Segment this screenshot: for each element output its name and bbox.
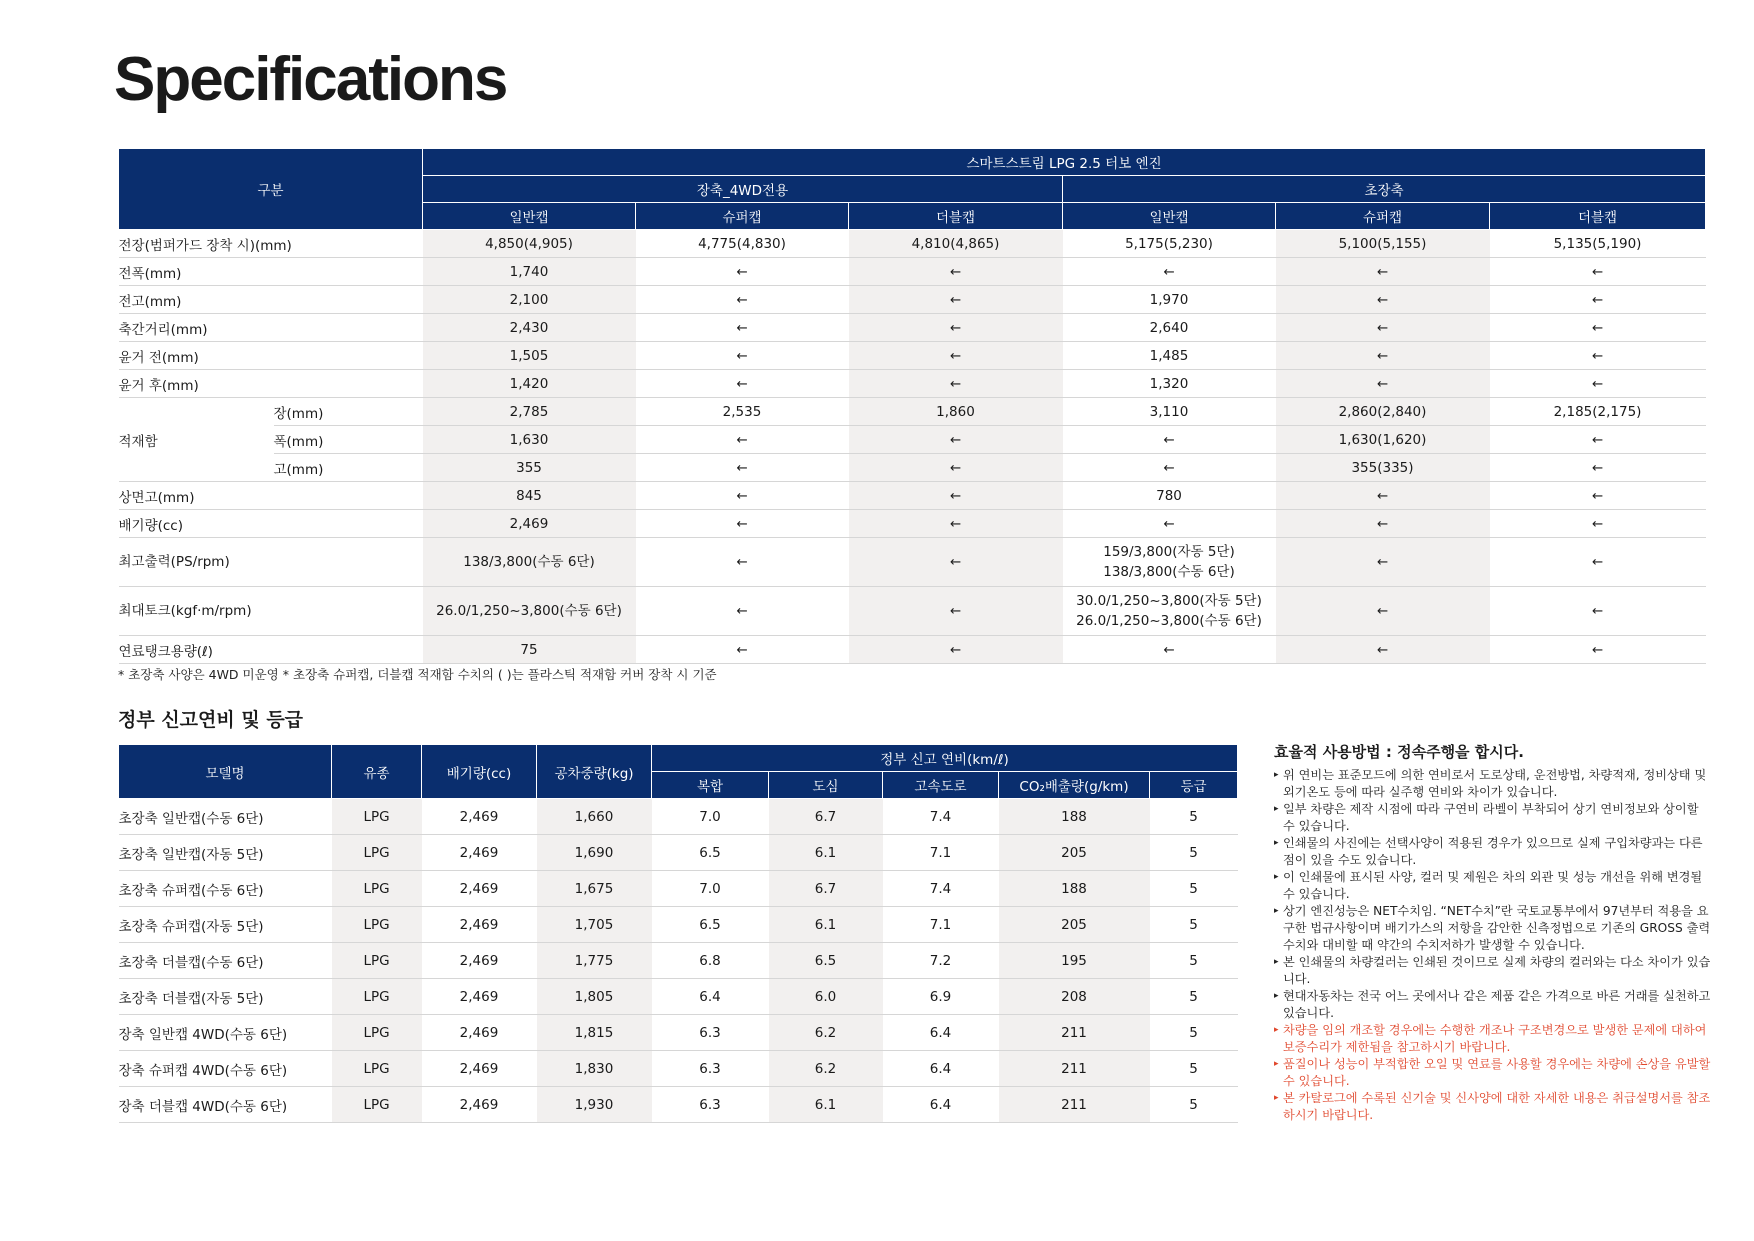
spec-cell: ← bbox=[1276, 342, 1490, 370]
spec-row bbox=[119, 426, 1706, 454]
page-title: Specifications bbox=[114, 45, 507, 114]
spec-cell: 4,775(4,830) bbox=[636, 230, 849, 258]
spec-row bbox=[119, 587, 1706, 636]
spec-cell: 5,135(5,190) bbox=[1490, 230, 1706, 258]
spec-row bbox=[119, 258, 1706, 286]
spec-cell-line: 30.0/1,250~3,800(자동 5단) bbox=[1076, 593, 1262, 609]
cargo-sub-label: 장(mm) bbox=[274, 398, 423, 426]
fuel-cell: 6.7 bbox=[769, 799, 883, 835]
note-text: 위 연비는 표준모드에 의한 연비로서 도로상태, 운전방법, 차량적재, 정비상태 및 외기온도 등에 따라 실주행 연비와 차이가 있습니다. bbox=[1283, 768, 1707, 799]
fuel-cell: 1,805 bbox=[537, 979, 652, 1015]
cargo-sub-label: 고(mm) bbox=[274, 454, 423, 482]
fuel-model-name: 초장축 일반캡(수동 6단) bbox=[119, 799, 332, 835]
fuel-body bbox=[119, 799, 1238, 1123]
fuel-cell: 2,469 bbox=[422, 1087, 537, 1123]
fuel-cell: 5 bbox=[1150, 907, 1238, 943]
fuel-cell: 2,469 bbox=[422, 835, 537, 871]
note-text: 일부 차량은 제작 시점에 따라 구연비 라벨이 부착되어 상기 연비정보와 상이할 수 있습니다. bbox=[1283, 802, 1699, 833]
spec-cell: 355 bbox=[423, 454, 636, 482]
spec-row bbox=[119, 510, 1706, 538]
fuel-row bbox=[119, 1087, 1238, 1123]
fuel-cell: 1,830 bbox=[537, 1051, 652, 1087]
spec-cell: ← bbox=[849, 370, 1063, 398]
spec-cell: ← bbox=[1276, 286, 1490, 314]
spec-cell: 5,100(5,155) bbox=[1276, 230, 1490, 258]
fuel-row bbox=[119, 1015, 1238, 1051]
fuel-cell: 6.8 bbox=[652, 943, 769, 979]
spec-cell: ← bbox=[849, 538, 1063, 587]
fuel-cell: 6.3 bbox=[652, 1087, 769, 1123]
notes-title: 효율적 사용방법 : 정속주행을 합시다. bbox=[1274, 743, 1524, 761]
spec-cell: ← bbox=[849, 636, 1063, 664]
spec-cell: ← bbox=[1490, 342, 1706, 370]
note-text: 이 인쇄물에 표시된 사양, 컬러 및 제원은 차의 외관 및 성능 개선을 위해 변경될 수 있습니다. bbox=[1283, 870, 1703, 901]
spec-cell: ← bbox=[1490, 454, 1706, 482]
note-item bbox=[1274, 903, 1714, 954]
note-text: 상기 엔진성능은 NET수치임. “NET수치”란 국토교통부에서 97년부터 적용을 요구한 법규사항이며 배기가스의 저항을 감안한 신측정법으로 기존의 GROSS 출력수치와 대비할 때 약간의 수치저하가 발생할 수 있습니다. bbox=[1283, 904, 1711, 952]
spec-cell: ← bbox=[1276, 258, 1490, 286]
fuel-cell: 6.5 bbox=[652, 907, 769, 943]
fuel-cell: 6.3 bbox=[652, 1051, 769, 1087]
cargo-sub-label: 폭(mm) bbox=[274, 426, 423, 454]
spec-row bbox=[119, 636, 1706, 664]
note-item bbox=[1274, 1090, 1714, 1124]
spec-cell: ← bbox=[1490, 258, 1706, 286]
fuel-cell: 5 bbox=[1150, 871, 1238, 907]
fuel-model-name: 초장축 일반캡(자동 5단) bbox=[119, 835, 332, 871]
spec-cell: ← bbox=[1063, 426, 1276, 454]
fuel-cell: LPG bbox=[332, 979, 422, 1015]
spec-cell: ← bbox=[636, 426, 849, 454]
spec-cell: ← bbox=[1276, 370, 1490, 398]
fuel-cell: 6.9 bbox=[883, 979, 999, 1015]
spec-cell: 1,320 bbox=[1063, 370, 1276, 398]
spec-cell: 75 bbox=[423, 636, 636, 664]
fuel-cell: 7.1 bbox=[883, 907, 999, 943]
spec-cell: ← bbox=[1490, 482, 1706, 510]
fuel-cell: LPG bbox=[332, 1087, 422, 1123]
spec-cell: 4,850(4,905) bbox=[423, 230, 636, 258]
spec-row-label: 전폭(mm) bbox=[119, 258, 423, 286]
spec-group-header: 장축_4WD전용 bbox=[423, 176, 1063, 203]
fuel-cell: 5 bbox=[1150, 979, 1238, 1015]
fuel-cell: 6.4 bbox=[883, 1087, 999, 1123]
spec-row bbox=[119, 230, 1706, 258]
spec-group-header: 초장축 bbox=[1063, 176, 1706, 203]
spec-cell: 5,175(5,230) bbox=[1063, 230, 1276, 258]
bullet-icon: ▸ bbox=[1274, 991, 1279, 1001]
spec-cell: 4,810(4,865) bbox=[849, 230, 1063, 258]
spec-cell: ← bbox=[1490, 636, 1706, 664]
bullet-icon: ▸ bbox=[1274, 1025, 1279, 1035]
spec-cell: ← bbox=[849, 510, 1063, 538]
fuel-cell: 6.4 bbox=[652, 979, 769, 1015]
fuel-header-efficiency-group: 정부 신고 연비(km/ℓ) bbox=[652, 745, 1238, 772]
fuel-cell: 211 bbox=[999, 1015, 1150, 1051]
fuel-header-combined: 복합 bbox=[652, 772, 769, 799]
spec-cell bbox=[1063, 587, 1276, 636]
spec-engine-header: 스마트스트림 LPG 2.5 터보 엔진 bbox=[423, 149, 1706, 176]
fuel-cell: 188 bbox=[999, 871, 1150, 907]
fuel-row bbox=[119, 871, 1238, 907]
fuel-cell: 2,469 bbox=[422, 799, 537, 835]
bullet-icon: ▸ bbox=[1274, 770, 1279, 780]
spec-cell: ← bbox=[1276, 314, 1490, 342]
spec-footnote: * 초장축 사양은 4WD 미운영 * 초장축 슈퍼캡, 더블캡 적재함 수치의 ( )는 플라스틱 적재함 커버 장착 시 기준 bbox=[118, 667, 717, 682]
spec-cell: ← bbox=[636, 370, 849, 398]
spec-row bbox=[119, 482, 1706, 510]
fuel-cell: 2,469 bbox=[422, 943, 537, 979]
spec-row-label: 축간거리(mm) bbox=[119, 314, 423, 342]
fuel-cell: 2,469 bbox=[422, 979, 537, 1015]
spec-cell: 2,785 bbox=[423, 398, 636, 426]
spec-cell: 355(335) bbox=[1276, 454, 1490, 482]
spec-cell: ← bbox=[849, 587, 1063, 636]
fuel-model-name: 초장축 슈퍼캡(수동 6단) bbox=[119, 871, 332, 907]
spec-cell: 26.0/1,250~3,800(수동 6단) bbox=[423, 587, 636, 636]
fuel-cell: 6.5 bbox=[769, 943, 883, 979]
bullet-icon: ▸ bbox=[1274, 957, 1279, 967]
bullet-icon: ▸ bbox=[1274, 1059, 1279, 1069]
spec-cell: ← bbox=[1490, 426, 1706, 454]
fuel-cell: LPG bbox=[332, 835, 422, 871]
fuel-cell: 1,815 bbox=[537, 1015, 652, 1051]
fuel-header-displacement: 배기량(cc) bbox=[422, 745, 537, 799]
fuel-cell: 188 bbox=[999, 799, 1150, 835]
spec-cell: ← bbox=[849, 342, 1063, 370]
fuel-cell: LPG bbox=[332, 1015, 422, 1051]
fuel-header-model: 모델명 bbox=[119, 745, 332, 799]
fuel-row bbox=[119, 907, 1238, 943]
bullet-icon: ▸ bbox=[1274, 872, 1279, 882]
fuel-cell: 1,775 bbox=[537, 943, 652, 979]
spec-cell: 1,630(1,620) bbox=[1276, 426, 1490, 454]
fuel-cell: 7.4 bbox=[883, 799, 999, 835]
spec-row bbox=[119, 454, 1706, 482]
spec-cell: 1,860 bbox=[849, 398, 1063, 426]
spec-cab-header: 더블캡 bbox=[1490, 203, 1706, 230]
spec-row-label: 전고(mm) bbox=[119, 286, 423, 314]
spec-cell: ← bbox=[849, 286, 1063, 314]
fuel-cell: LPG bbox=[332, 871, 422, 907]
spec-cell: ← bbox=[1063, 636, 1276, 664]
spec-cell: ← bbox=[636, 342, 849, 370]
fuel-model-name: 초장축 더블캡(자동 5단) bbox=[119, 979, 332, 1015]
spec-cab-header: 더블캡 bbox=[849, 203, 1063, 230]
fuel-header-curb-weight: 공차중량(kg) bbox=[537, 745, 652, 799]
spec-cell: ← bbox=[849, 426, 1063, 454]
fuel-cell: 195 bbox=[999, 943, 1150, 979]
fuel-cell: 6.5 bbox=[652, 835, 769, 871]
fuel-cell: LPG bbox=[332, 1051, 422, 1087]
spec-cab-header: 일반캡 bbox=[423, 203, 636, 230]
bullet-icon: ▸ bbox=[1274, 838, 1279, 848]
fuel-cell: 6.4 bbox=[883, 1015, 999, 1051]
spec-cell: 138/3,800(수동 6단) bbox=[423, 538, 636, 587]
spec-cell: 1,740 bbox=[423, 258, 636, 286]
fuel-model-name: 초장축 슈퍼캡(자동 5단) bbox=[119, 907, 332, 943]
fuel-cell: 5 bbox=[1150, 943, 1238, 979]
bullet-icon: ▸ bbox=[1274, 1093, 1279, 1103]
fuel-header-city: 도심 bbox=[769, 772, 883, 799]
spec-cell: ← bbox=[1276, 587, 1490, 636]
spec-row-label: 윤거 후(mm) bbox=[119, 370, 423, 398]
spec-cell-line: 159/3,800(자동 5단) bbox=[1103, 544, 1235, 560]
fuel-cell: 1,930 bbox=[537, 1087, 652, 1123]
spec-row-label: 윤거 전(mm) bbox=[119, 342, 423, 370]
fuel-model-name: 장축 더블캡 4WD(수동 6단) bbox=[119, 1087, 332, 1123]
spec-row bbox=[119, 314, 1706, 342]
fuel-cell: 6.0 bbox=[769, 979, 883, 1015]
spec-cell: ← bbox=[1490, 370, 1706, 398]
spec-cell: ← bbox=[1063, 258, 1276, 286]
fuel-cell: 7.0 bbox=[652, 871, 769, 907]
spec-cell: 2,640 bbox=[1063, 314, 1276, 342]
spec-table bbox=[118, 148, 1706, 664]
cargo-label: 적재함 bbox=[119, 398, 274, 482]
spec-cell: 845 bbox=[423, 482, 636, 510]
spec-row bbox=[119, 286, 1706, 314]
fuel-cell: 5 bbox=[1150, 1015, 1238, 1051]
note-text: 본 카탈로그에 수록된 신기술 및 신사양에 대한 자세한 내용은 취급설명서를 참조하시기 바랍니다. bbox=[1283, 1091, 1711, 1122]
spec-cell: 2,185(2,175) bbox=[1490, 398, 1706, 426]
fuel-row bbox=[119, 1051, 1238, 1087]
fuel-cell: 5 bbox=[1150, 835, 1238, 871]
spec-cell: ← bbox=[1490, 587, 1706, 636]
fuel-cell: 5 bbox=[1150, 1051, 1238, 1087]
spec-cell: 1,970 bbox=[1063, 286, 1276, 314]
fuel-cell: 6.7 bbox=[769, 871, 883, 907]
fuel-cell: 7.4 bbox=[883, 871, 999, 907]
fuel-header-co2: CO₂배출량(g/km) bbox=[999, 772, 1150, 799]
fuel-row bbox=[119, 979, 1238, 1015]
spec-cell: ← bbox=[1490, 538, 1706, 587]
spec-cell: ← bbox=[636, 510, 849, 538]
spec-cell: ← bbox=[636, 314, 849, 342]
fuel-table bbox=[118, 744, 1238, 1123]
fuel-cell: 6.4 bbox=[883, 1051, 999, 1087]
fuel-model-name: 장축 일반캡 4WD(수동 6단) bbox=[119, 1015, 332, 1051]
spec-row-label: 배기량(cc) bbox=[119, 510, 423, 538]
spec-cell: 2,100 bbox=[423, 286, 636, 314]
fuel-cell: 6.1 bbox=[769, 907, 883, 943]
fuel-cell: 1,660 bbox=[537, 799, 652, 835]
usage-notes bbox=[1274, 744, 1714, 1124]
note-text: 본 인쇄물의 차량컬러는 인쇄된 것이므로 실제 차량의 컬러와는 다소 차이가 있습니다. bbox=[1283, 955, 1711, 986]
fuel-section-title: 정부 신고연비 및 등급 bbox=[118, 709, 304, 731]
spec-cell: ← bbox=[1063, 510, 1276, 538]
bullet-icon: ▸ bbox=[1274, 804, 1279, 814]
spec-row-label: 상면고(mm) bbox=[119, 482, 423, 510]
spec-cell: 1,420 bbox=[423, 370, 636, 398]
fuel-header-highway: 고속도로 bbox=[883, 772, 999, 799]
spec-cell: ← bbox=[1063, 454, 1276, 482]
fuel-cell: 208 bbox=[999, 979, 1150, 1015]
spec-cell: ← bbox=[1276, 636, 1490, 664]
spec-cell: ← bbox=[636, 258, 849, 286]
note-item bbox=[1274, 835, 1714, 869]
note-text: 품질이나 성능이 부적합한 오일 및 연료를 사용할 경우에는 차량에 손상을 유발할 수 있습니다. bbox=[1283, 1057, 1711, 1088]
fuel-model-name: 초장축 더블캡(수동 6단) bbox=[119, 943, 332, 979]
fuel-model-name: 장축 슈퍼캡 4WD(수동 6단) bbox=[119, 1051, 332, 1087]
spec-row-label: 최고출력(PS/rpm) bbox=[119, 538, 423, 587]
spec-cell: 3,110 bbox=[1063, 398, 1276, 426]
spec-cell: 1,505 bbox=[423, 342, 636, 370]
note-text: 현대자동차는 전국 어느 곳에서나 같은 제품 같은 가격으로 바른 거래를 실천하고 있습니다. bbox=[1283, 989, 1711, 1020]
note-item bbox=[1274, 1056, 1714, 1090]
fuel-cell: 2,469 bbox=[422, 1015, 537, 1051]
spec-cell: ← bbox=[1276, 510, 1490, 538]
fuel-cell: 7.1 bbox=[883, 835, 999, 871]
fuel-header-grade: 등급 bbox=[1150, 772, 1238, 799]
fuel-cell: 1,675 bbox=[537, 871, 652, 907]
spec-row bbox=[119, 370, 1706, 398]
spec-cell: 1,630 bbox=[423, 426, 636, 454]
spec-cell: ← bbox=[636, 454, 849, 482]
spec-cell: ← bbox=[849, 454, 1063, 482]
spec-cell: ← bbox=[1490, 286, 1706, 314]
fuel-cell: 211 bbox=[999, 1087, 1150, 1123]
fuel-cell: 6.2 bbox=[769, 1051, 883, 1087]
fuel-cell: 211 bbox=[999, 1051, 1150, 1087]
note-item bbox=[1274, 801, 1714, 835]
spec-cell: ← bbox=[636, 587, 849, 636]
note-item bbox=[1274, 954, 1714, 988]
bullet-icon: ▸ bbox=[1274, 906, 1279, 916]
spec-cell: ← bbox=[636, 636, 849, 664]
fuel-cell: 5 bbox=[1150, 799, 1238, 835]
spec-cell: ← bbox=[849, 314, 1063, 342]
spec-cell: 780 bbox=[1063, 482, 1276, 510]
fuel-cell: LPG bbox=[332, 907, 422, 943]
spec-cell: ← bbox=[1276, 482, 1490, 510]
spec-row bbox=[119, 538, 1706, 587]
spec-header-label: 구분 bbox=[119, 149, 423, 230]
fuel-cell: 6.1 bbox=[769, 835, 883, 871]
spec-cell: ← bbox=[849, 258, 1063, 286]
spec-cell-line: 138/3,800(수동 6단) bbox=[1103, 564, 1235, 580]
spec-cab-header: 일반캡 bbox=[1063, 203, 1276, 230]
note-item bbox=[1274, 1022, 1714, 1056]
spec-row-label: 연료탱크용량(ℓ) bbox=[119, 636, 423, 664]
fuel-cell: 7.2 bbox=[883, 943, 999, 979]
fuel-row bbox=[119, 943, 1238, 979]
note-text: 차량을 임의 개조할 경우에는 수행한 개조나 구조변경으로 발생한 문제에 대하여 보증수리가 제한됨을 참고하시기 바랍니다. bbox=[1283, 1023, 1707, 1054]
fuel-cell: 2,469 bbox=[422, 871, 537, 907]
spec-row-label: 전장(범퍼가드 장착 시)(mm) bbox=[119, 230, 423, 258]
spec-row bbox=[119, 342, 1706, 370]
spec-cell: 1,485 bbox=[1063, 342, 1276, 370]
spec-cab-header: 슈퍼캡 bbox=[1276, 203, 1490, 230]
fuel-cell: 2,469 bbox=[422, 907, 537, 943]
fuel-row bbox=[119, 799, 1238, 835]
fuel-cell: 2,469 bbox=[422, 1051, 537, 1087]
spec-cell: 2,430 bbox=[423, 314, 636, 342]
note-text: 인쇄물의 사진에는 선택사양이 적용된 경우가 있으므로 실제 구입차량과는 다른 점이 있을 수도 있습니다. bbox=[1283, 836, 1703, 867]
fuel-cell: 6.2 bbox=[769, 1015, 883, 1051]
fuel-cell: 6.1 bbox=[769, 1087, 883, 1123]
fuel-cell: 6.3 bbox=[652, 1015, 769, 1051]
spec-cell: ← bbox=[1490, 510, 1706, 538]
spec-body bbox=[119, 230, 1706, 664]
spec-cell: ← bbox=[1276, 538, 1490, 587]
fuel-cell: 1,690 bbox=[537, 835, 652, 871]
spec-row-label: 최대토크(kgf·m/rpm) bbox=[119, 587, 423, 636]
spec-cell: ← bbox=[636, 538, 849, 587]
fuel-header-fuel-type: 유종 bbox=[332, 745, 422, 799]
fuel-cell: 205 bbox=[999, 907, 1150, 943]
fuel-cell: 205 bbox=[999, 835, 1150, 871]
fuel-cell: 7.0 bbox=[652, 799, 769, 835]
spec-cell: ← bbox=[636, 286, 849, 314]
note-item bbox=[1274, 869, 1714, 903]
fuel-cell: LPG bbox=[332, 943, 422, 979]
spec-cell bbox=[1063, 538, 1276, 587]
fuel-row bbox=[119, 835, 1238, 871]
spec-cell: ← bbox=[1490, 314, 1706, 342]
spec-cell: 2,535 bbox=[636, 398, 849, 426]
fuel-cell: 5 bbox=[1150, 1087, 1238, 1123]
spec-cell-line: 26.0/1,250~3,800(수동 6단) bbox=[1076, 613, 1262, 629]
fuel-cell: LPG bbox=[332, 799, 422, 835]
spec-cab-header: 슈퍼캡 bbox=[636, 203, 849, 230]
spec-cell: 2,469 bbox=[423, 510, 636, 538]
spec-row bbox=[119, 398, 1706, 426]
spec-cell: ← bbox=[636, 482, 849, 510]
spec-cell: ← bbox=[849, 482, 1063, 510]
spec-cell: 2,860(2,840) bbox=[1276, 398, 1490, 426]
note-item bbox=[1274, 988, 1714, 1022]
fuel-cell: 1,705 bbox=[537, 907, 652, 943]
notes-list bbox=[1274, 767, 1714, 1124]
note-item bbox=[1274, 767, 1714, 801]
